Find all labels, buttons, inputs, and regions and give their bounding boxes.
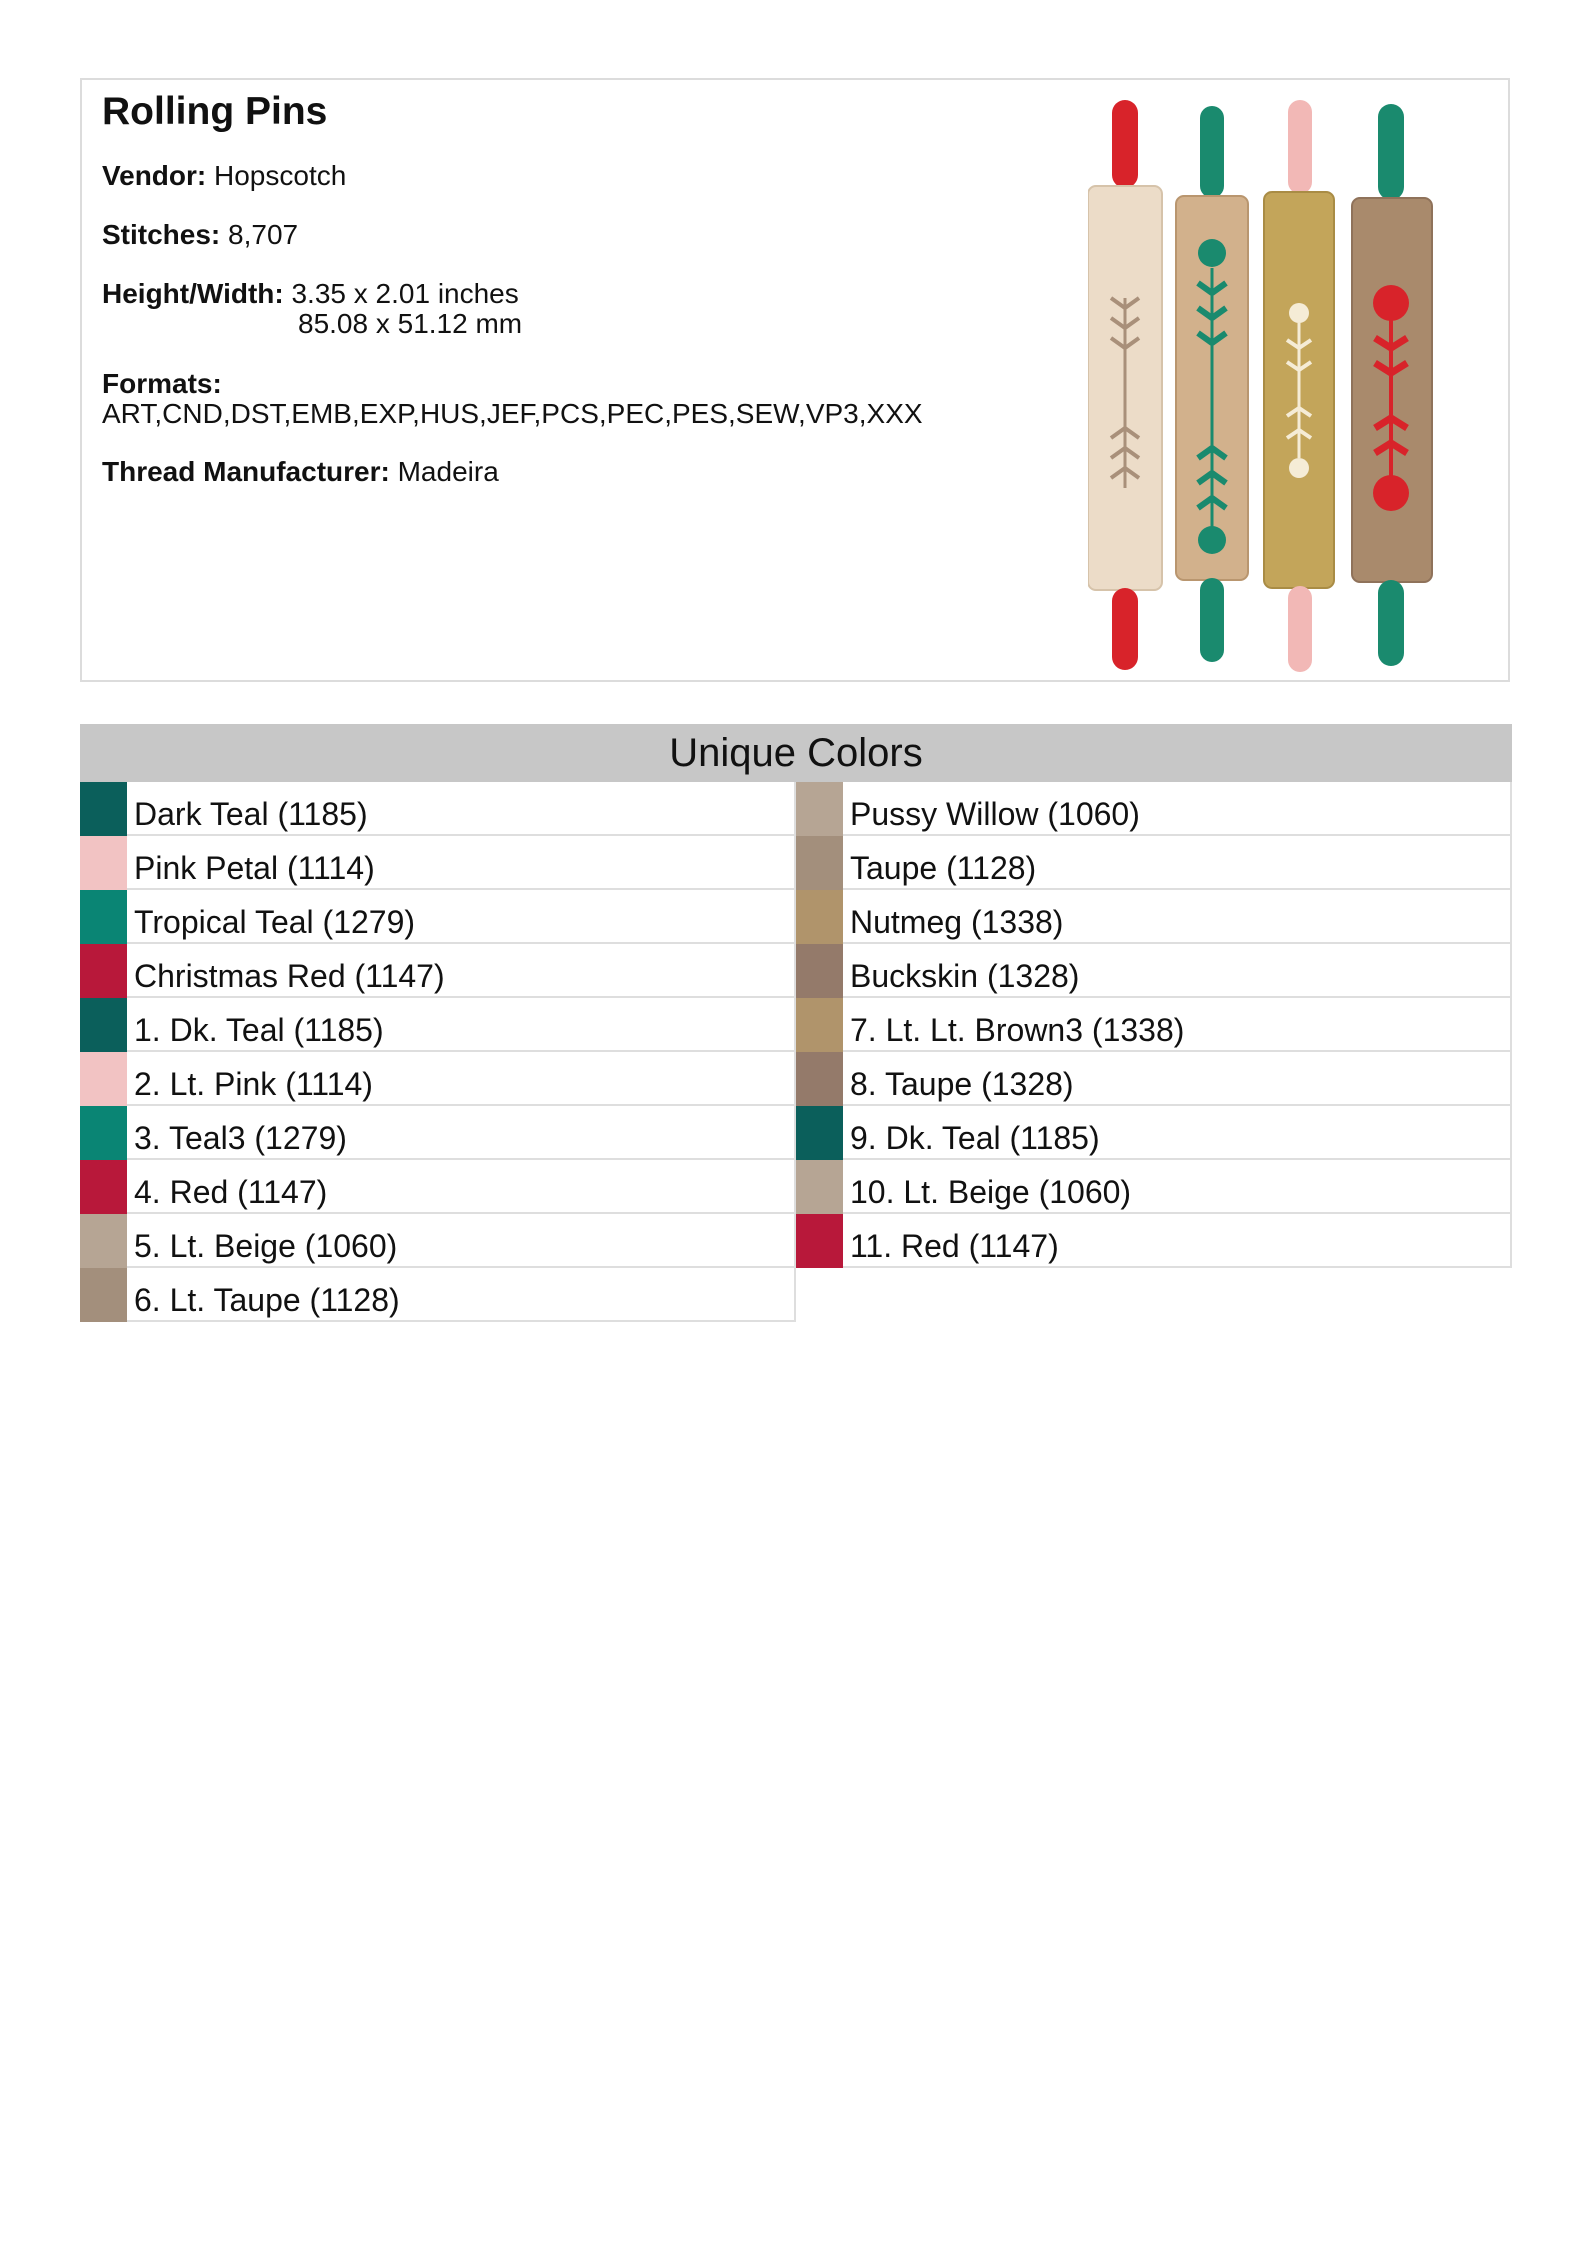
height-width-label: Height/Width: bbox=[102, 278, 284, 309]
color-swatch bbox=[80, 1106, 127, 1160]
color-row bbox=[796, 1160, 1512, 1214]
left-color-column bbox=[80, 782, 796, 1322]
color-label: Taupe (1128) bbox=[850, 850, 1037, 886]
color-label: 3. Teal3 (1279) bbox=[134, 1120, 347, 1156]
rolling-pin-3 bbox=[1264, 100, 1334, 672]
thread-label: Thread Manufacturer: bbox=[102, 456, 390, 487]
color-row bbox=[796, 1052, 1512, 1106]
height-width-mm: 85.08 x 51.12 mm bbox=[298, 308, 523, 339]
rolling-pin-1 bbox=[1088, 100, 1162, 670]
color-swatch bbox=[80, 890, 127, 944]
color-swatch bbox=[796, 890, 843, 944]
stitches-row bbox=[102, 219, 298, 251]
color-label: 4. Red (1147) bbox=[134, 1174, 328, 1210]
color-row bbox=[80, 1052, 796, 1106]
vendor-value: Hopscotch bbox=[214, 160, 347, 191]
thread-row bbox=[102, 456, 499, 488]
color-swatch bbox=[80, 1160, 127, 1214]
stitches-value: 8,707 bbox=[228, 219, 299, 250]
color-label: 7. Lt. Lt. Brown3 (1338) bbox=[850, 1012, 1185, 1048]
color-swatch bbox=[796, 1214, 843, 1268]
color-swatch bbox=[796, 998, 843, 1052]
color-label: 5. Lt. Beige (1060) bbox=[134, 1228, 398, 1264]
color-row bbox=[796, 836, 1512, 890]
vendor-row bbox=[102, 160, 346, 192]
design-info-box bbox=[80, 78, 1510, 682]
height-width-row bbox=[102, 278, 519, 310]
formats-value: ART,CND,DST,EMB,EXP,HUS,JEF,PCS,PEC,PES,SEW,VP3,XXX bbox=[102, 398, 923, 429]
color-swatch bbox=[80, 998, 127, 1052]
color-label: 8. Taupe (1328) bbox=[850, 1066, 1074, 1102]
color-swatch bbox=[796, 836, 843, 890]
color-label: 10. Lt. Beige (1060) bbox=[850, 1174, 1132, 1210]
color-swatch bbox=[796, 1106, 843, 1160]
color-label: 6. Lt. Taupe (1128) bbox=[134, 1282, 400, 1318]
color-row bbox=[80, 1268, 796, 1322]
color-label: 1. Dk. Teal (1185) bbox=[134, 1012, 384, 1048]
formats-row bbox=[102, 368, 222, 400]
color-swatch bbox=[796, 944, 843, 998]
formats-label: Formats: bbox=[102, 368, 222, 399]
color-row bbox=[80, 890, 796, 944]
stitches-label: Stitches: bbox=[102, 219, 221, 250]
color-label: 11. Red (1147) bbox=[850, 1228, 1059, 1264]
rolling-pins-image bbox=[1088, 88, 1468, 678]
rolling-pin-2 bbox=[1176, 106, 1248, 662]
color-label: Christmas Red (1147) bbox=[134, 958, 445, 994]
color-label: 9. Dk. Teal (1185) bbox=[850, 1120, 1100, 1156]
color-swatch bbox=[80, 836, 127, 890]
design-title: Rolling Pins bbox=[102, 90, 328, 133]
right-color-column bbox=[796, 782, 1512, 1268]
color-swatch bbox=[796, 1052, 843, 1106]
vendor-label: Vendor: bbox=[102, 160, 207, 191]
color-swatch bbox=[80, 1052, 127, 1106]
color-row bbox=[796, 944, 1512, 998]
color-row bbox=[80, 782, 796, 836]
color-row bbox=[80, 1214, 796, 1268]
color-row bbox=[80, 944, 796, 998]
color-label: Dark Teal (1185) bbox=[134, 796, 368, 832]
unique-colors-title: Unique Colors bbox=[80, 724, 1512, 782]
color-row bbox=[796, 1214, 1512, 1268]
color-label: Pink Petal (1114) bbox=[134, 850, 375, 886]
color-label: Pussy Willow (1060) bbox=[850, 796, 1140, 832]
color-label: 2. Lt. Pink (1114) bbox=[134, 1066, 373, 1102]
color-row bbox=[796, 998, 1512, 1052]
color-label: Tropical Teal (1279) bbox=[134, 904, 416, 940]
color-row bbox=[796, 1106, 1512, 1160]
rolling-pin-4 bbox=[1352, 104, 1432, 666]
color-row bbox=[80, 998, 796, 1052]
color-swatch bbox=[796, 782, 843, 836]
height-width-inches: 3.35 x 2.01 inches bbox=[291, 278, 519, 309]
color-row bbox=[80, 836, 796, 890]
color-swatch bbox=[80, 1268, 127, 1322]
color-swatch bbox=[80, 782, 127, 836]
color-swatch bbox=[796, 1160, 843, 1214]
color-row bbox=[796, 890, 1512, 944]
color-swatch bbox=[80, 1214, 127, 1268]
color-row bbox=[80, 1106, 796, 1160]
color-swatch bbox=[80, 944, 127, 998]
thread-value: Madeira bbox=[397, 456, 499, 487]
color-label: Buckskin (1328) bbox=[850, 958, 1080, 994]
unique-colors-table bbox=[80, 724, 1512, 1382]
color-row bbox=[80, 1160, 796, 1214]
color-label: Nutmeg (1338) bbox=[850, 904, 1064, 940]
color-row bbox=[796, 782, 1512, 836]
